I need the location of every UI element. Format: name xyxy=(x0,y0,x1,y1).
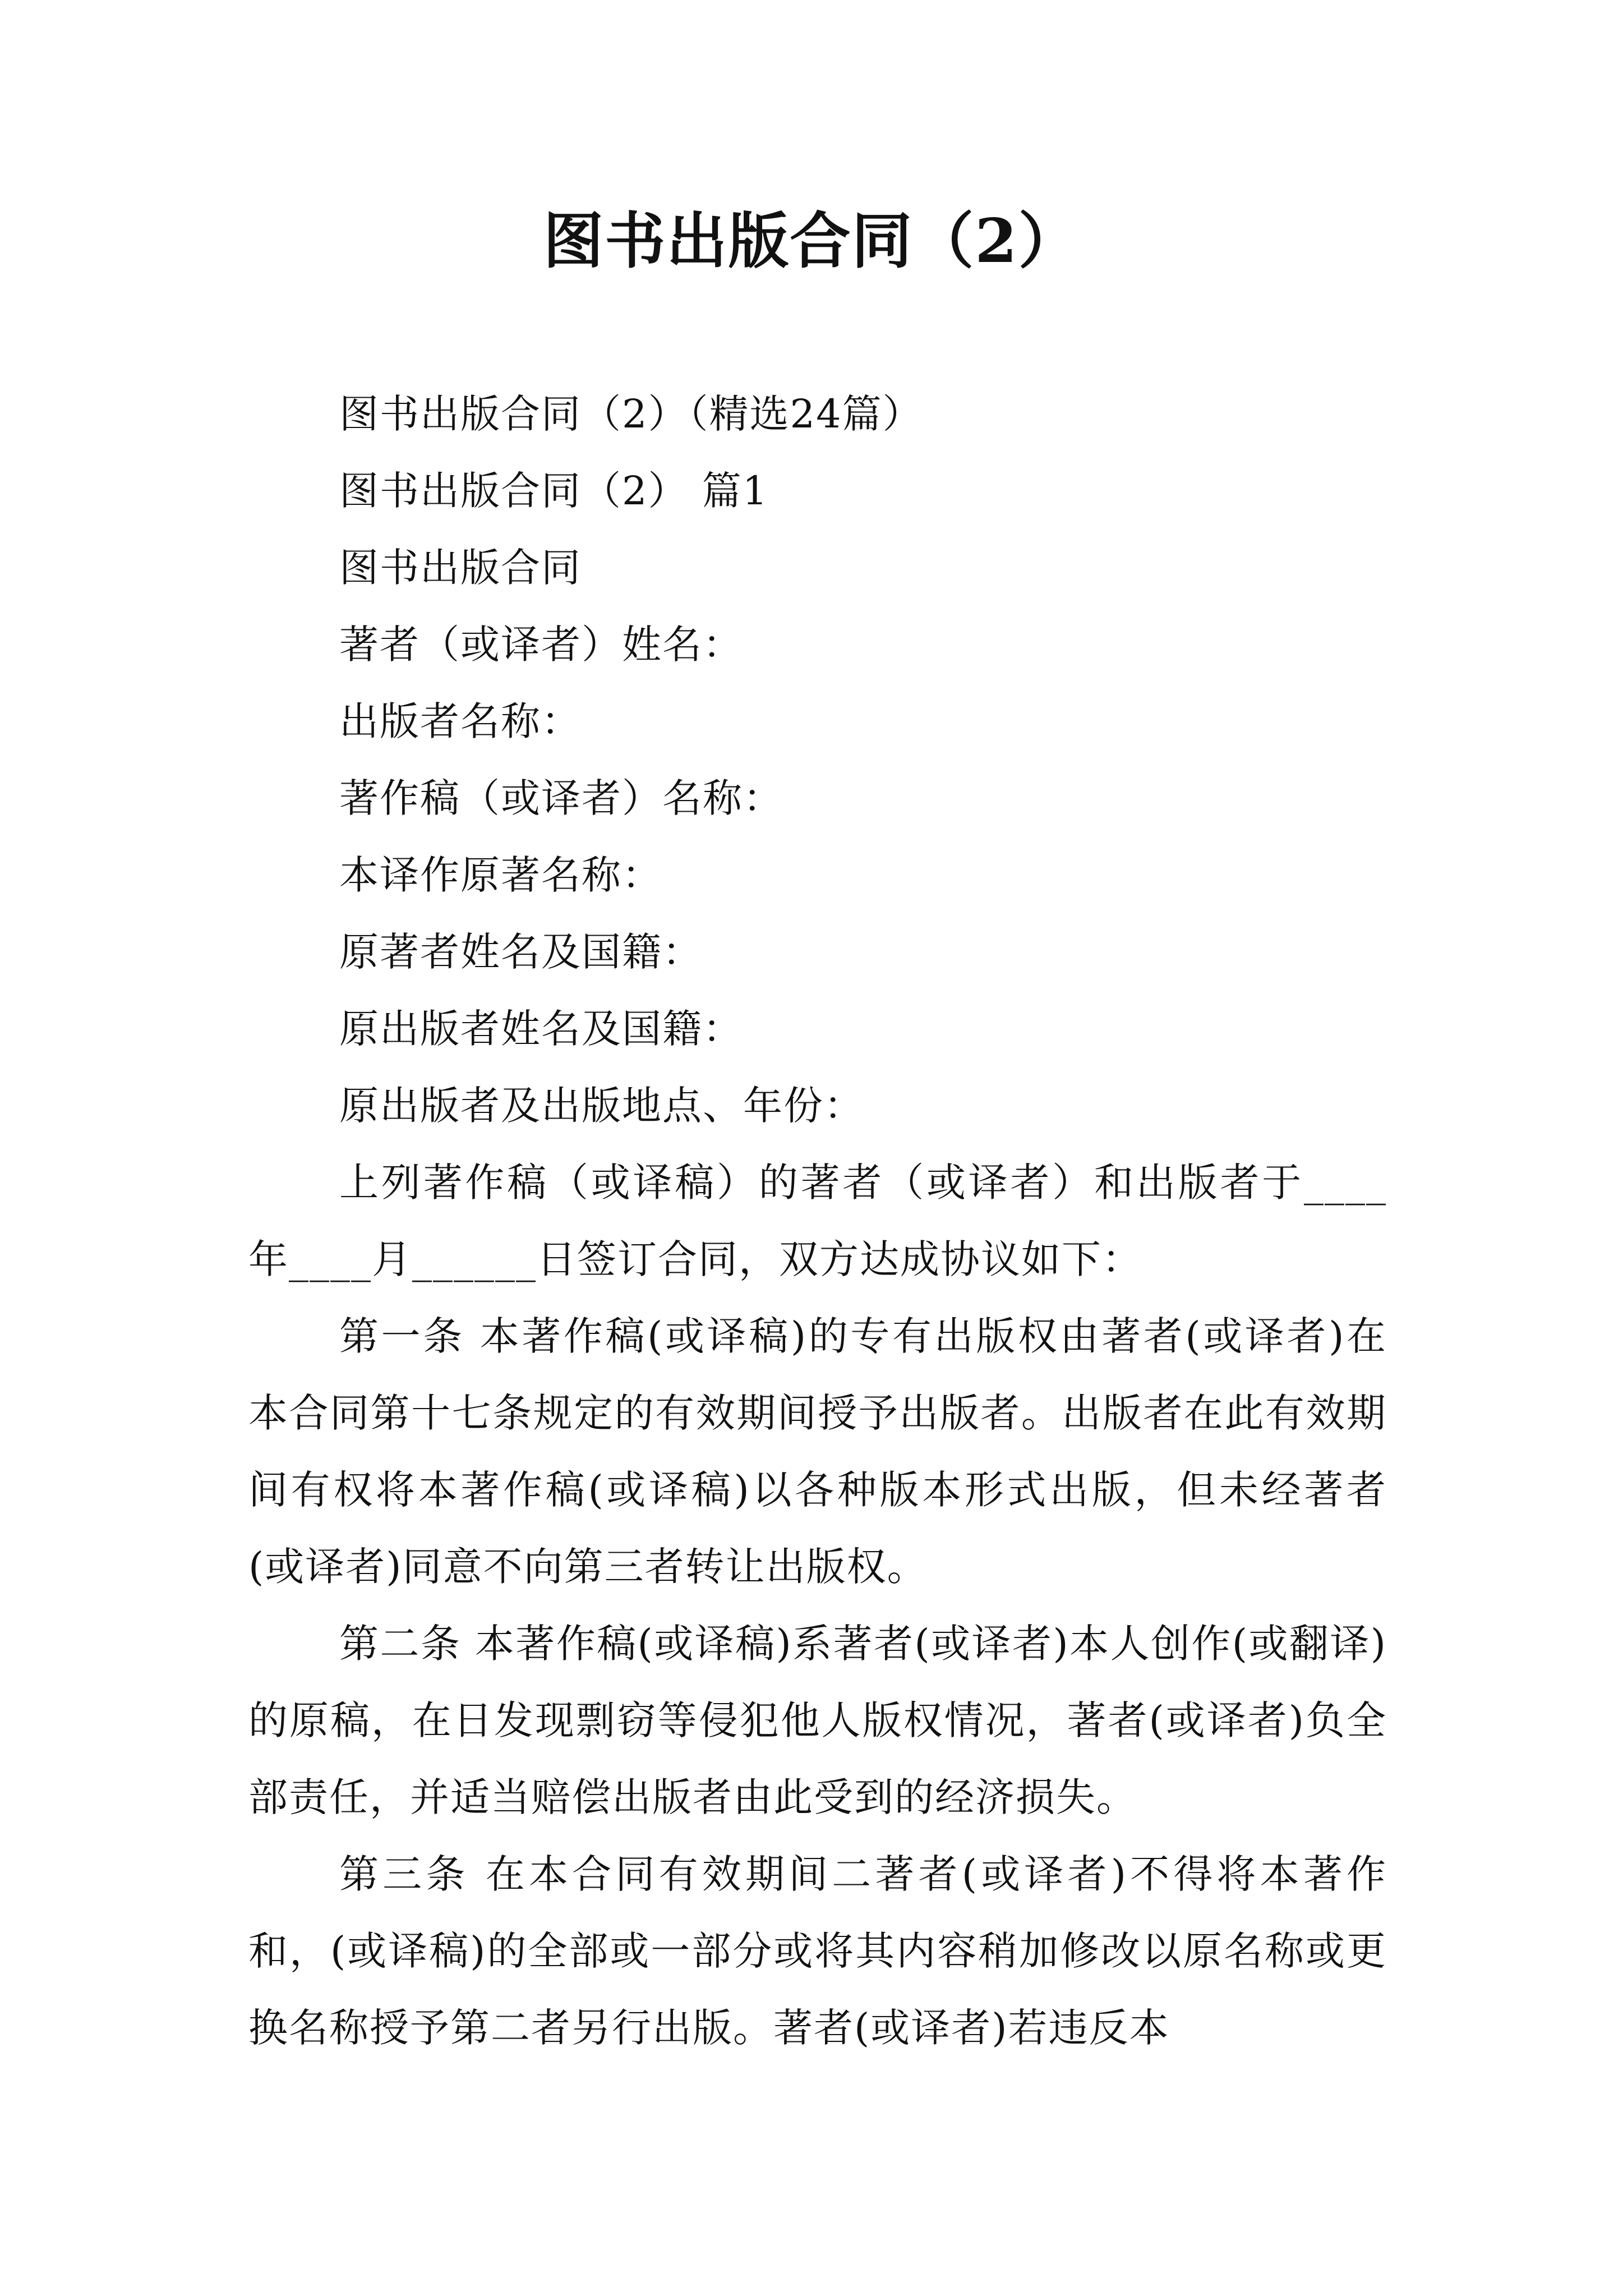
paragraph: 著者（或译者）姓名： xyxy=(339,622,743,668)
paragraph: 图书出版合同（2）（精选24篇） xyxy=(339,391,923,437)
paragraph: 出版者名称： xyxy=(339,698,582,744)
paragraph: 上列著作稿（或译稿）的著者（或译者）和出版者于____年____月______日签订合同，双方达成协议如下： xyxy=(248,1159,1387,1282)
document-body xyxy=(248,376,1387,2067)
paragraph: 第二条 本著作稿(或译稿)系著者(或译者)本人创作(或翻译)的原稿，在日发现剽窃等侵犯他人版权情况，著者(或译者)负全部责任，并适当赔偿出版者由此受到的经济损失。 xyxy=(248,1621,1387,1820)
paragraph: 图书出版合同（2） 篇1 xyxy=(339,468,769,514)
paragraph: 第三条 在本合同有效期间二著者(或译者)不得将本著作和，(或译稿)的全部或一部分或将其内容稍加修改以原名称或更换名称授予第二者另行出版。著者(或译者)若违反本 xyxy=(248,1851,1387,2051)
paragraph: 著作稿（或译者）名称： xyxy=(339,775,783,821)
paragraph: 原出版者及出版地点、年份： xyxy=(339,1083,864,1129)
document-title: 图书出版合同（2） xyxy=(543,206,1080,277)
paragraph: 原著者姓名及国籍： xyxy=(339,929,703,975)
paragraph: 原出版者姓名及国籍： xyxy=(339,1006,743,1052)
paragraph: 本译作原著名称： xyxy=(339,852,662,898)
paragraph: 图书出版合同 xyxy=(339,545,582,591)
paragraph: 第一条 本著作稿(或译稿)的专有出版权由著者(或译者)在本合同第十七条规定的有效期间授予出版者。出版者在此有效期间有权将本著作稿(或译稿)以各种版本形式出版，但未经著者(或译者)同意不向第三者转让出版权。 xyxy=(248,1313,1387,1590)
